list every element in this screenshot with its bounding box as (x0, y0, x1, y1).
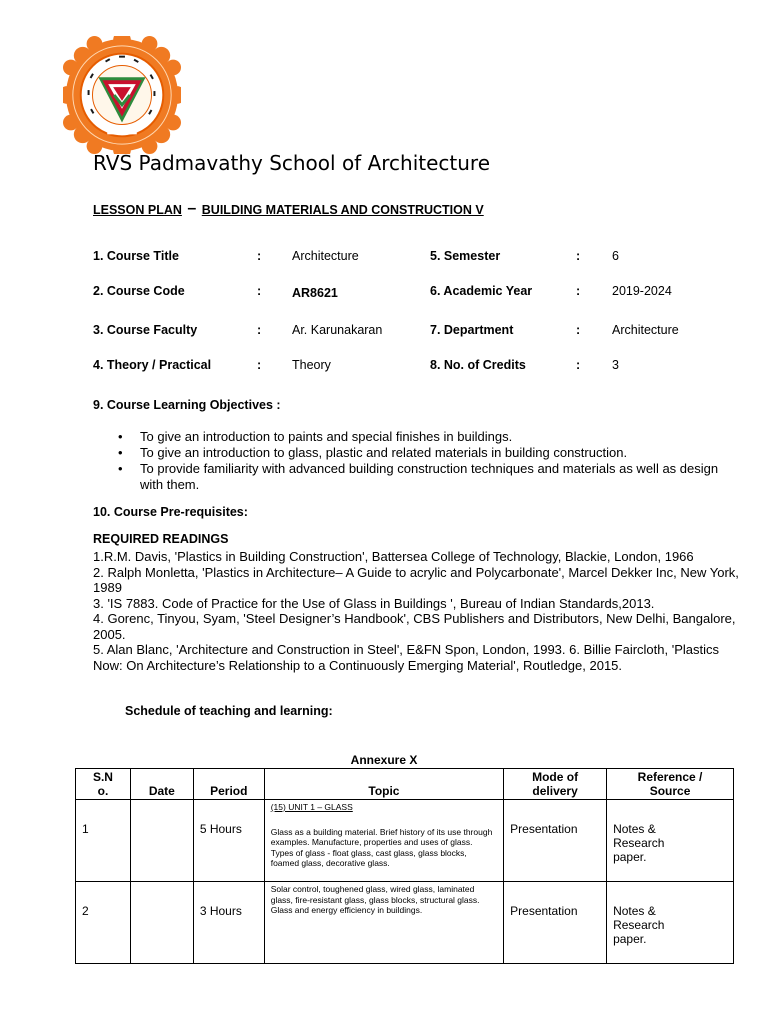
lesson-plan-dash: – (187, 200, 197, 217)
colon: : (576, 284, 581, 298)
table-row (76, 800, 734, 882)
bullet-icon: • (118, 461, 123, 476)
readings-heading: REQUIRED READINGS (93, 532, 229, 546)
col-date: Date (130, 769, 193, 800)
colon: : (257, 249, 262, 263)
list-item (118, 429, 738, 445)
col-mode: Mode of delivery (504, 769, 607, 800)
row-date (130, 800, 193, 882)
academic-year-value: 2019-2024 (612, 284, 672, 298)
school-logo (63, 36, 181, 154)
objective-text: To give an introduction to glass, plastic and related materials in building construction. (140, 445, 628, 460)
reading-item: 4. Gorenc, Tinyou, Syam, 'Steel Designer’s Handbook', CBS Publishers and Distributors, New Delhi, Bangalore, 2005. (93, 611, 736, 642)
col-sno: S.N o. (76, 769, 131, 800)
semester-value: 6 (612, 249, 619, 263)
reading-item: 2. Ralph Monletta, 'Plastics in Architecture– A Guide to acrylic and Polycarbonate', Marcel Dekker Inc, New York, 1989 (93, 564, 739, 595)
objectives-heading: 9. Course Learning Objectives : (93, 398, 281, 412)
semester-label: 5. Semester (430, 249, 501, 263)
row-period: 3 Hours (193, 882, 264, 964)
col-topic: Topic (264, 769, 503, 800)
topic-text: Solar control, toughened glass, wired glass, laminated glass, fire-resistant glass, glass blocks, structural glass. Glass and energy efficiency in buildings. (270, 884, 480, 915)
col-reference: Reference / Source (607, 769, 734, 800)
department-value: Architecture (612, 323, 679, 337)
annexure-title: Annexure X (350, 753, 418, 767)
reading-item: 5. Alan Blanc, 'Architecture and Construction in Steel', E&FN Spon, London, 1993. 6. Billie Faircloth, 'Plastics Now: On Architecture’s Relationship to a Continuously Emerging Material', Routledge, 2015. (93, 642, 719, 673)
row-topic (264, 882, 503, 964)
row-sno: 2 (76, 882, 131, 964)
row-reference: Notes & Research paper. (607, 882, 734, 964)
row-sno: 1 (76, 800, 131, 882)
department-label: 7. Department (430, 323, 514, 337)
row-mode: Presentation (504, 800, 607, 882)
colon: : (257, 323, 262, 337)
prerequisites-heading: 10. Course Pre-requisites: (93, 505, 248, 519)
course-title-value: Architecture (292, 249, 359, 263)
table-header-row (76, 769, 734, 800)
colon: : (257, 284, 262, 298)
objectives-list (118, 429, 738, 493)
col-period: Period (193, 769, 264, 800)
list-item (118, 461, 738, 493)
topic-text: Glass as a building material. Brief history of its use through examples. Manufacture, properties and uses of glass. Types of glass - float glass, cast glass, glass blocks, foamed glass, decorative glass. (270, 826, 493, 868)
bullet-icon: • (118, 429, 123, 444)
colon: : (576, 323, 581, 337)
objective-text: To provide familiarity with advanced building construction techniques and materials as well as design with them. (140, 461, 719, 492)
course-code-label: 2. Course Code (93, 284, 185, 298)
objective-text: To give an introduction to paints and special finishes in buildings. (140, 429, 513, 444)
theory-practical-label: 4. Theory / Practical (93, 358, 212, 372)
colon: : (576, 249, 581, 263)
row-topic (264, 800, 503, 882)
unit-title: (15) UNIT 1 – GLASS (270, 802, 353, 812)
readings-list (93, 549, 743, 673)
academic-year-label: 6. Academic Year (430, 284, 533, 298)
table-row (76, 882, 734, 964)
credits-value: 3 (612, 358, 619, 372)
row-period: 5 Hours (193, 800, 264, 882)
school-name: RVS Padmavathy School of Architecture (93, 151, 491, 175)
list-item (118, 445, 738, 461)
colon: : (257, 358, 262, 372)
row-reference: Notes & Research paper. (607, 800, 734, 882)
lesson-plan-label: LESSON PLAN (93, 203, 182, 217)
schedule-heading: Schedule of teaching and learning: (125, 704, 333, 718)
course-title-label: 1. Course Title (93, 249, 179, 263)
course-faculty-value: Ar. Karunakaran (292, 323, 383, 337)
lesson-plan-heading (93, 200, 484, 218)
course-faculty-label: 3. Course Faculty (93, 323, 198, 337)
row-date (130, 882, 193, 964)
reading-item: 3. 'IS 7883. Code of Practice for the Use of Glass in Buildings ', Bureau of Indian Standards,2013. (93, 595, 655, 611)
lesson-plan-subject: BUILDING MATERIALS AND CONSTRUCTION V (201, 203, 484, 217)
colon: : (576, 358, 581, 372)
schedule-table (75, 768, 734, 964)
theory-practical-value: Theory (292, 358, 331, 372)
row-mode: Presentation (504, 882, 607, 964)
bullet-icon: • (118, 445, 123, 460)
credits-label: 8. No. of Credits (430, 358, 526, 372)
reading-item: 1.R.M. Davis, 'Plastics in Building Construction', Battersea College of Technology, Blackie, London, 1966 (93, 549, 694, 564)
course-code-value: AR8621 (292, 286, 338, 300)
